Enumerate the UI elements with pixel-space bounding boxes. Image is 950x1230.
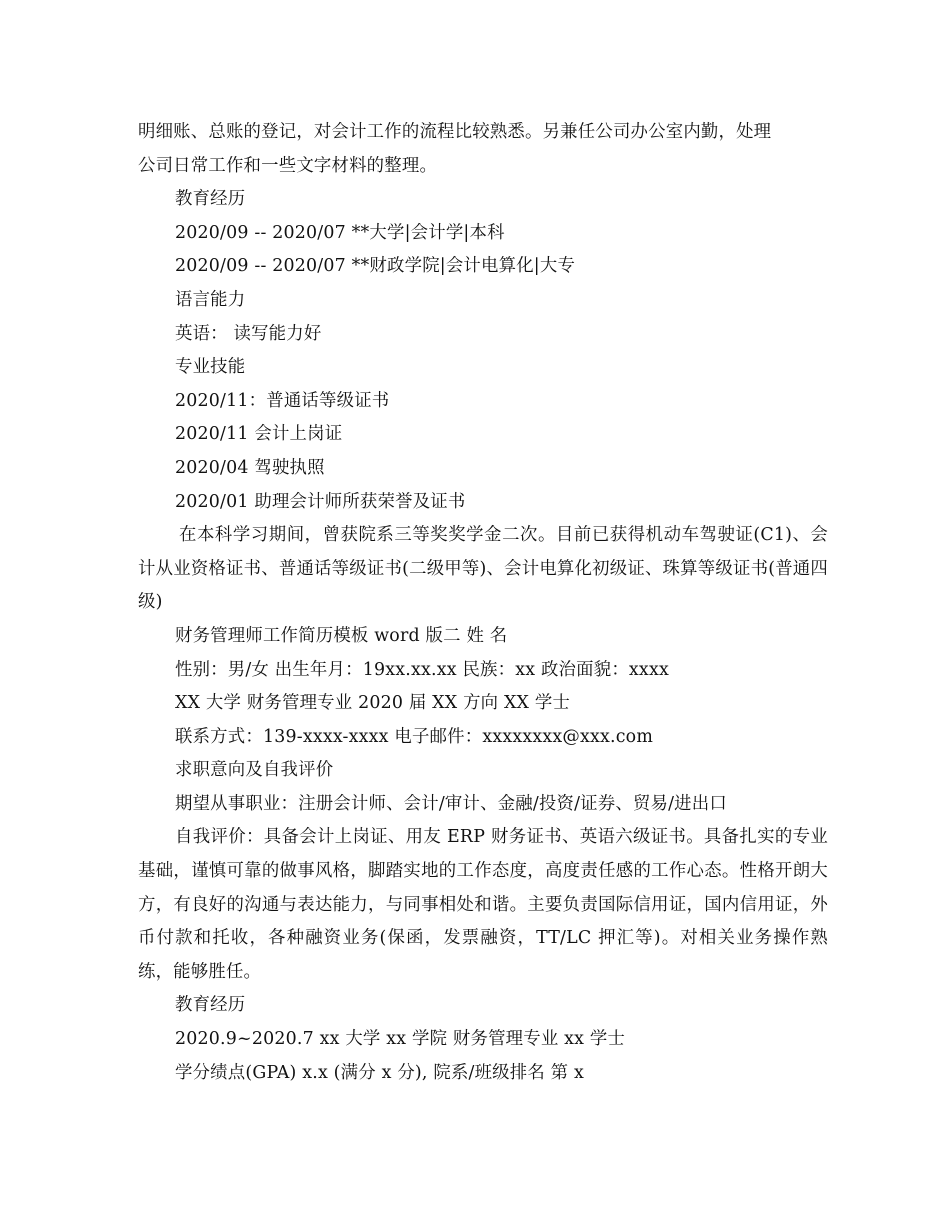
section-heading-language: 语言能力 (175, 289, 246, 310)
resume-template-title: 财务管理师工作简历模板 word 版二 姓 名 (175, 625, 508, 646)
education-entry: 2020/09 -- 2020/07 **大学|会计学|本科 (175, 222, 505, 243)
document-body (138, 116, 828, 1090)
language-entry: 英语： 读写能力好 (175, 323, 322, 344)
education-entry-2: 2020.9~2020.7 xx 大学 xx 学院 财务管理专业 xx 学士 (175, 1029, 626, 1050)
honors-text: 在本科学习期间，曾获院系三等奖奖学金二次。目前已获得机动车驾驶证(C1)、会计从业资格证书、普通话等级证书(二级甲等)、会计电算化初级证、珠算等级证书(普通四级) (138, 525, 828, 613)
contact-info-line: 联系方式：139-xxxx-xxxx 电子邮件：xxxxxxxx@xxx.com (175, 726, 654, 747)
honors-paragraph (138, 519, 828, 620)
section-heading-education: 教育经历 (175, 189, 246, 210)
skill-entry: 2020/11 会计上岗证 (175, 424, 343, 445)
personal-info-line: 性别：男/女 出生年月：19xx.xx.xx 民族：xx 政治面貌：xxxx (175, 659, 669, 680)
education-entry: 2020/09 -- 2020/07 **财政学院|会计电算化|大专 (175, 256, 576, 277)
section-heading-education-2: 教育经历 (175, 995, 246, 1016)
section-heading-objective: 求职意向及自我评价 (175, 760, 334, 781)
section-heading-skills: 专业技能 (175, 357, 246, 378)
objective-line: 期望从事职业：注册会计师、会计/审计、金融/投资/证券、贸易/进出口 (175, 793, 727, 814)
paragraph-line: 明细账、总账的登记，对会计工作的流程比较熟悉。另兼任公司办公室内勤，处理 (138, 122, 772, 142)
skill-entry: 2020/01 助理会计师所获荣誉及证书 (175, 491, 466, 512)
paragraph-line: 公司日常工作和一些文字材料的整理。 (138, 155, 438, 176)
self-evaluation-text: 自我评价：具备会计上岗证、用友 ERP 财务证书、英语六级证书。具备扎实的专业基础，谨慎可靠的做事风格，脚踏实地的工作态度，高度责任感的工作心态。性格开朗大方，有良好的沟通与表达能力，与同事相处和谐。主要负责国际信用证，国内信用证，外币付款和托收，各种融资业务(保函，发票融资，TT/LC 押汇等)。对相关业务操作熟练，能够胜任。 (138, 827, 828, 982)
gpa-line: 学分绩点(GPA) x.x (满分 x 分), 院系/班级排名 第 x (175, 1062, 585, 1083)
skill-entry: 2020/11：普通话等级证书 (175, 390, 390, 411)
self-evaluation-paragraph (138, 821, 828, 989)
skill-entry: 2020/04 驾驶执照 (175, 457, 325, 478)
school-info-line: XX 大学 财务管理专业 2020 届 XX 方向 XX 学士 (175, 693, 571, 714)
